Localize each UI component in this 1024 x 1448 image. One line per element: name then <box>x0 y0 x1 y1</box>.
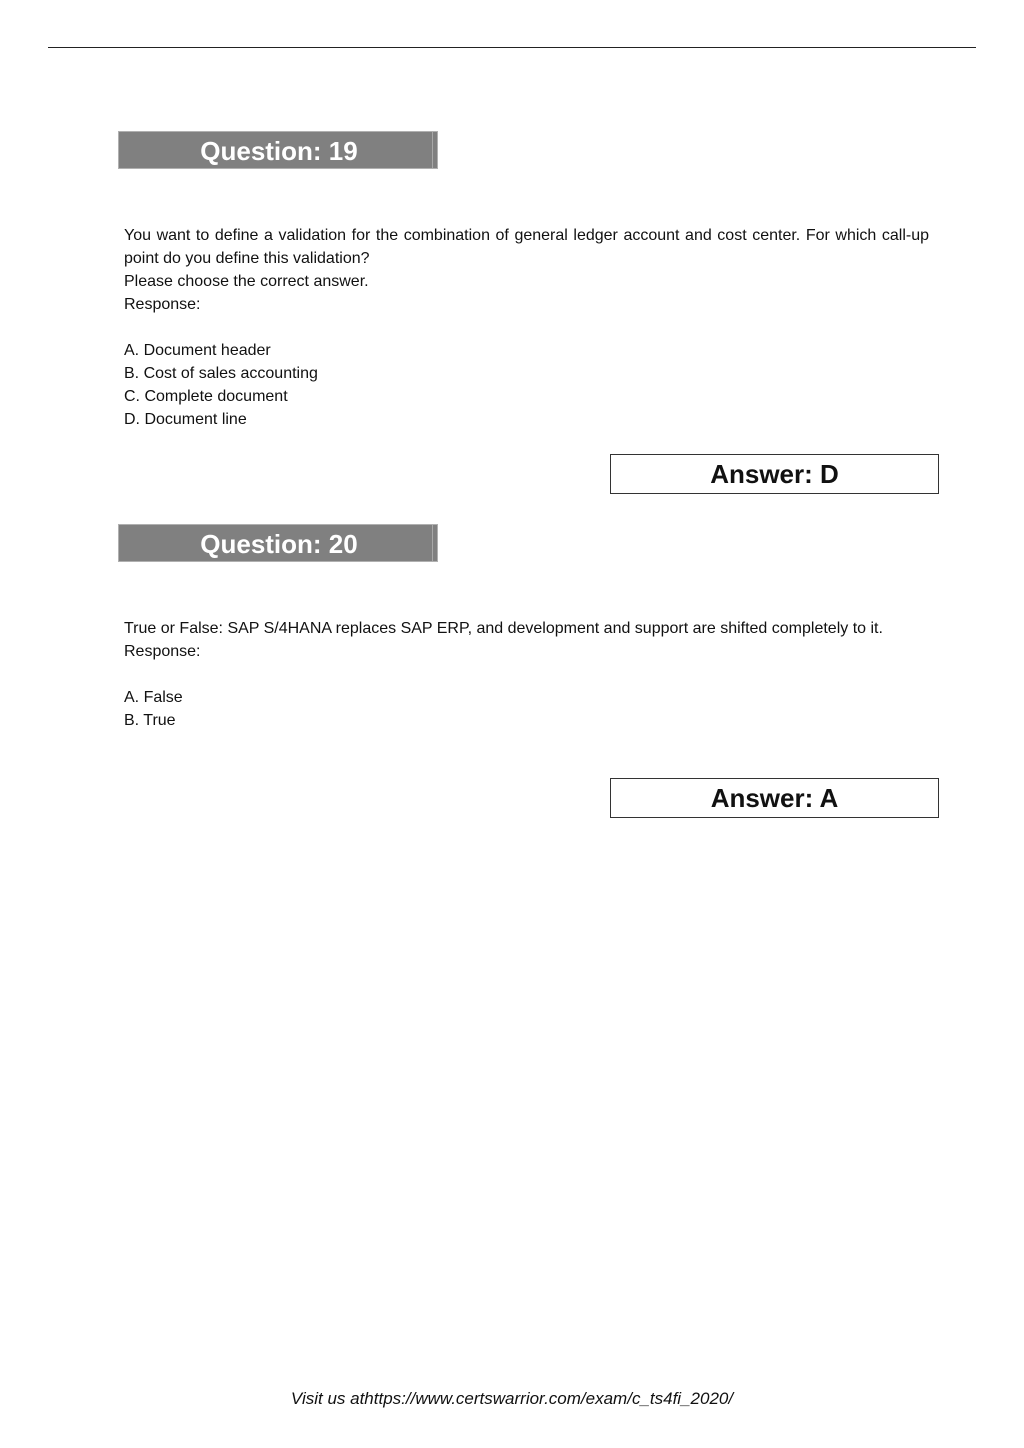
option-b: B. Cost of sales accounting <box>124 365 318 382</box>
question-19-body <box>124 224 929 431</box>
question-20-answer: Answer: A <box>610 778 939 818</box>
option-b: B. True <box>124 712 176 729</box>
question-20-stem: True or False: SAP S/4HANA replaces SAP ERP, and development and support are shifted completely to it. <box>124 620 883 637</box>
question-20-title: Question: 20 <box>200 529 358 559</box>
spacer <box>124 316 929 339</box>
question-19-instruction: Please choose the correct answer. <box>124 273 369 290</box>
question-19-title: Question: 19 <box>200 136 358 166</box>
question-19-stem: You want to define a validation for the combination of general ledger account and cost center. For which call-up point do you define this validation? <box>124 227 929 267</box>
question-19-answer: Answer: D <box>610 454 939 494</box>
option-a: A. False <box>124 689 183 706</box>
footer-link-text: Visit us athttps://www.certswarrior.com/exam/c_ts4fi_2020/ <box>290 1389 734 1408</box>
top-divider <box>48 47 976 48</box>
spacer <box>124 663 929 686</box>
question-20-header <box>118 524 438 562</box>
option-a: A. Document header <box>124 342 271 359</box>
question-20-response-label: Response: <box>124 643 201 660</box>
question-20-body <box>124 617 929 732</box>
question-19-header <box>118 131 438 169</box>
option-d: D. Document line <box>124 411 247 428</box>
option-c: C. Complete document <box>124 388 288 405</box>
question-19-response-label: Response: <box>124 296 201 313</box>
